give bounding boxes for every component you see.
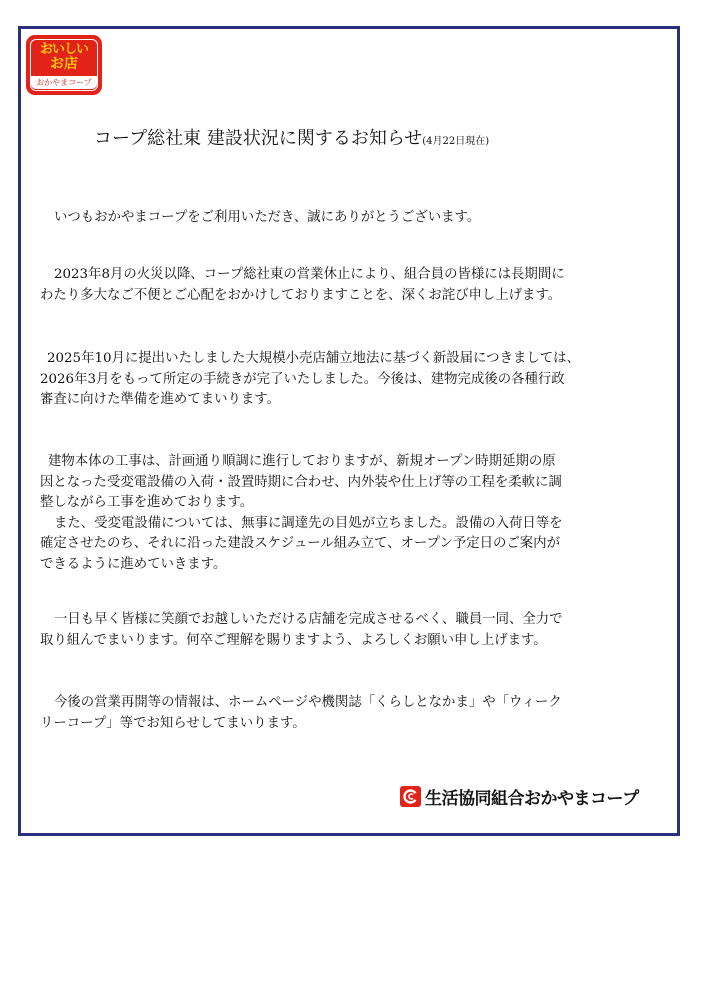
paragraph-line: また、受変電設備については、無事に調達先の目処が立ちました。設備の入荷日等を [54,515,563,531]
paragraph-line: できるように進めていきます。 [40,556,227,572]
paragraph-procedure [40,349,660,411]
paragraph-line: 2026年3月をもって所定の手続きが完了いたしました。今後は、建物完成後の各種行政 [40,371,565,387]
notice-title [94,124,489,150]
title-main: コープ総社東 建設状況に関するお知らせ [94,128,423,149]
paragraph-apology [40,265,660,306]
paragraph-line: 一日も早く皆様に笑顔でお越しいただける店舗を完成させるべく、職員一同、全力で [54,612,563,627]
paragraph-line: いつもおかやまコープをご利用いただき、誠にありがとうございます。 [54,210,481,225]
paragraph-line: 建物本体の工事は、計画通り順調に進行しておりますが、新規オープン時期延期の原 [48,454,556,469]
paragraph-line: 整しながら工事を進めております。 [40,495,254,510]
badge-subtitle: おかやまコープ [36,78,92,87]
paragraph-line: 審査に向けた準備を進めてまいります。 [40,392,280,407]
oishii-omise-badge [26,35,102,95]
paragraph-line: 確定させたのち、それに沿った建設スケジュール組み立て、オープン予定日のご案内が [40,536,560,551]
paragraph-commitment [40,610,660,651]
paragraph-line: 取り組んでまいります。何卒ご理解を賜りますよう、よろしくお願い申し上げます。 [40,632,547,648]
coop-logo-icon [400,786,421,807]
paragraph-information [40,693,660,734]
organization-name: 生活協同組合おかやまコープ [425,789,639,809]
paragraph-line: 2025年10月に提出いたしました大規模小売店舗立地法に基づく新設届につきましては、 [47,351,580,366]
badge-line2: お店 [50,56,78,72]
paragraph-line: 因となった受変電設備の入荷・設置時期に合わせ、内外装や仕上げ等の工程を柔軟に調 [40,474,562,490]
paragraph-line: リーコープ」等でお知らせしてまいります。 [40,715,306,731]
paragraph-greeting [40,208,660,229]
paragraph-construction [40,452,660,575]
paragraph-line: 2023年8月の火災以降、コープ総社東の営業休止により、組合員の皆様には長期間に [54,267,565,282]
paragraph-line: わたり多大なご不便とご心配をおかけしておりますことを、深くお詫び申し上げます。 [40,287,562,303]
title-date: (4月22日現在) [422,136,490,147]
badge-line1: おいしい [39,42,88,57]
paragraph-line: 今後の営業再開等の情報は、ホームページや機関誌「くらしとなかま」や「ウィーク [54,695,562,710]
